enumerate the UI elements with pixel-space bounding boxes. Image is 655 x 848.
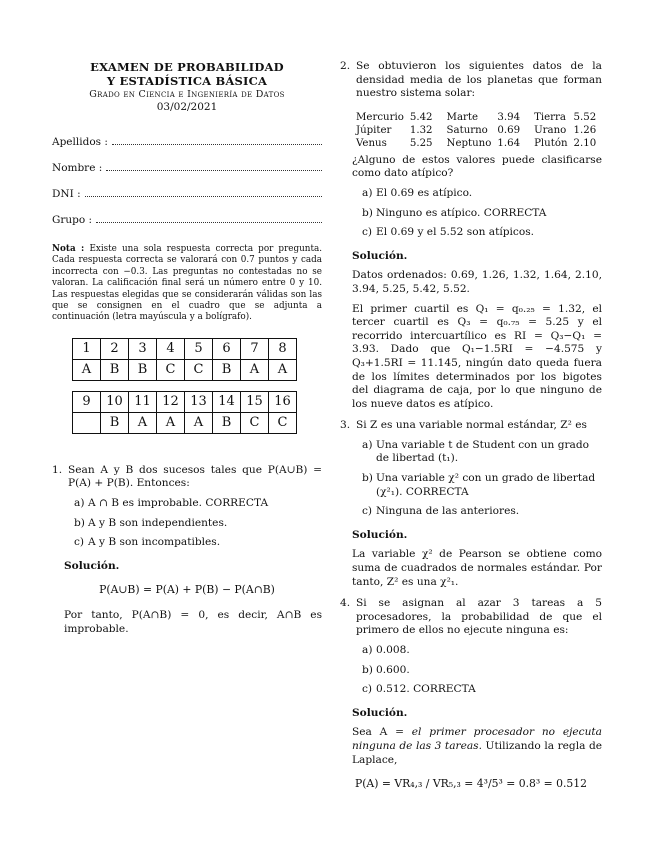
right-column	[340, 60, 602, 803]
exam-title-line2: Y ESTADÍSTICA BÁSICA	[106, 74, 268, 88]
answer-num-cell-5: 5	[185, 338, 213, 359]
q3-option-b: b) Una variable χ² con un grado de libertad (χ²₁). CORRECTA	[362, 472, 596, 498]
answer-table-1	[72, 338, 297, 381]
answer-val-cell-1[interactable]	[73, 412, 101, 433]
answer-val-cell-7[interactable]: A	[241, 359, 269, 380]
exam-title-line1: EXAMEN DE PROBABILIDAD	[90, 60, 284, 74]
grupo-field[interactable]	[52, 214, 322, 226]
answer-num-cell-2: 2	[101, 338, 129, 359]
answer-num-cell-2: 10	[101, 391, 129, 412]
answer-num-cell-8: 16	[269, 391, 297, 412]
answer-num-cell-4: 4	[157, 338, 185, 359]
q3-option-a: a) Una variable t de Student con un grado de libertad (t₁).	[362, 438, 590, 465]
q2-option-a: a) El 0.69 es atípico.	[362, 186, 473, 199]
answer-val-cell-8[interactable]: C	[269, 412, 297, 433]
answer-num-cell-6: 6	[213, 338, 241, 359]
answer-val-cell-2[interactable]: B	[101, 359, 129, 380]
exam-subtitle: Grado en Ciencia e Ingeniería de Datos	[89, 89, 285, 100]
planet-density: 1.64	[497, 137, 521, 149]
planet-density: 2.10	[573, 137, 597, 149]
dni-line[interactable]	[85, 188, 322, 197]
planet-name: Plutón	[534, 137, 568, 149]
q1-solution-title: Solución.	[64, 559, 120, 572]
planet-density-table	[356, 111, 610, 150]
apellidos-label: Apellidos :	[52, 136, 108, 148]
planet-name: Tierra	[534, 111, 566, 123]
answer-num-cell-3: 11	[129, 391, 157, 412]
planet-row	[356, 111, 610, 124]
grupo-line[interactable]	[96, 214, 322, 223]
q2-question: ¿Alguno de estos valores puede clasificarse como dato atípico?	[352, 153, 602, 180]
answer-val-cell-3[interactable]: A	[129, 412, 157, 433]
q2-text: Se obtuvieron los siguientes datos de la densidad media de los planetas que forman nuestro sistema solar:	[356, 60, 602, 100]
q4-explanation: Sea A = el primer procesador no ejecuta ninguna de las 3 tareas. Utilizando la regla de Laplace,	[352, 726, 603, 766]
nota-text: Existe una sola respuesta correcta por pregunta. Cada respuesta correcta se valorará con 0.7 puntos y cada incorrecta con −0.3. Las preguntas no contestadas no se valoran. La calificación final será un número entre 0 y 10. Las respuestas elegidas que se considerarán válidas son las que se consignen en el cuadro que se adjunta a continuación (letra mayúscula y a bolígrafo).	[52, 244, 323, 323]
question-3	[340, 419, 602, 589]
q2-ordered-data: Datos ordenados: 0.69, 1.26, 1.32, 1.64, 2.10, 3.94, 5.25, 5.42, 5.52.	[352, 269, 602, 295]
answer-val-cell-4[interactable]: A	[157, 412, 185, 433]
answer-val-cell-3[interactable]: B	[129, 359, 157, 380]
planet-name: Marte	[446, 111, 479, 123]
answer-num-cell-1: 1	[73, 338, 101, 359]
answer-val-cell-5[interactable]: A	[185, 412, 213, 433]
answer-num-cell-5: 13	[185, 391, 213, 412]
q4-option-b: b) 0.600.	[362, 663, 410, 676]
apellidos-field[interactable]	[52, 136, 322, 148]
question-2	[340, 60, 602, 411]
nota-label: Nota :	[52, 244, 85, 254]
planet-name: Mercurio	[356, 111, 404, 123]
planet-name: Venus	[356, 137, 387, 149]
nombre-label: Nombre :	[52, 162, 103, 174]
answer-table-2	[72, 391, 297, 434]
q4-number: 4.	[340, 597, 351, 610]
answer-num-cell-3: 3	[129, 338, 157, 359]
answer-val-cell-6[interactable]: B	[213, 412, 241, 433]
q4-text: Si se asignan al azar 3 tareas a 5 procesadores, la probabilidad de que el primero de ellos no ejecute ninguna es:	[356, 597, 602, 637]
question-4	[340, 597, 602, 791]
planet-row	[356, 137, 610, 150]
dni-field[interactable]	[52, 188, 322, 200]
planet-density: 5.42	[409, 111, 433, 123]
grupo-label: Grupo :	[52, 214, 93, 226]
q4-option-c: c) 0.512. CORRECTA	[362, 683, 476, 696]
planet-name: Urano	[534, 124, 567, 136]
q2-explanation: El primer cuartil es Q₁ = q₀.₂₅ = 1.32, el tercer cuartil es Q₃ = q₀.₇₅ = 5.25 y el recorrido intercuartílico es RI = Q₃−Q₁ = 3.93. Dado que Q₁−1.5RI = −4.575 y Q₃+1.5RI = 11.145, ningún dato queda fuera de los límites determinados por los bigotes del diagrama de caja, por lo que ninguno de los nueve datos es atípico.	[352, 302, 602, 410]
planet-density: 5.52	[573, 111, 597, 123]
planet-density: 5.25	[409, 137, 433, 149]
q2-option-c: c) El 0.69 y el 5.52 son atípicos.	[362, 226, 535, 239]
q1-text: Sean A y B dos sucesos tales que P(A∪B) = P(A) + P(B). Entonces:	[68, 463, 322, 490]
answer-num-cell-1: 9	[73, 391, 101, 412]
q3-text: Si Z es una variable normal estándar, Z² es	[356, 419, 587, 432]
q2-number: 2.	[340, 60, 351, 72]
q1-option-c: c) A y B son incompatibles.	[74, 536, 221, 549]
planet-name: Neptuno	[446, 137, 492, 149]
q4-equation: P(A) = VR₄,₃ / VR₅,₃ = 4³/5³ = 0.8³ = 0.512	[354, 777, 588, 791]
left-column	[52, 60, 322, 642]
dni-label: DNI :	[52, 188, 81, 200]
exam-date: 03/02/2021	[156, 101, 218, 113]
answer-num-cell-4: 12	[157, 391, 185, 412]
question-1	[52, 464, 322, 636]
q1-option-a: a) A ∩ B es improbable. CORRECTA	[74, 497, 269, 510]
answer-num-cell-8: 8	[269, 338, 297, 359]
answer-num-cell-7: 15	[241, 391, 269, 412]
planet-name: Saturno	[446, 124, 488, 136]
answer-val-cell-1[interactable]: A	[73, 359, 101, 380]
q3-solution-title: Solución.	[352, 528, 408, 541]
nota-paragraph	[52, 244, 322, 324]
answer-val-cell-7[interactable]: C	[241, 412, 269, 433]
answer-val-cell-4[interactable]: C	[157, 359, 185, 380]
apellidos-line[interactable]	[112, 136, 322, 145]
q1-option-b: b) A y B son independientes.	[74, 516, 228, 529]
planet-density: 1.32	[409, 124, 433, 136]
planet-density: 1.26	[573, 124, 597, 136]
q1-number: 1.	[52, 463, 63, 476]
planet-density: 3.94	[497, 111, 521, 123]
q1-explanation: Por tanto, P(A∩B) = 0, es decir, A∩B es improbable.	[64, 609, 322, 635]
answer-val-cell-6[interactable]: B	[213, 359, 241, 380]
answer-val-cell-5[interactable]: C	[185, 359, 213, 380]
nombre-field[interactable]	[52, 162, 322, 174]
nombre-line[interactable]	[106, 162, 322, 171]
planet-name: Júpiter	[356, 124, 392, 136]
q1-equation: P(A∪B) = P(A) + P(B) − P(A∩B)	[99, 583, 275, 597]
q4-option-a: a) 0.008.	[362, 644, 410, 656]
answer-val-cell-8[interactable]: A	[269, 359, 297, 380]
q3-option-c: c) Ninguna de las anteriores.	[362, 505, 520, 518]
q3-number: 3.	[340, 419, 351, 432]
q4-solution-title: Solución.	[352, 706, 408, 719]
planet-row	[356, 124, 610, 137]
answer-num-cell-7: 7	[241, 338, 269, 359]
q2-option-b: b) Ninguno es atípico. CORRECTA	[362, 206, 547, 219]
q3-explanation: La variable χ² de Pearson se obtiene como suma de cuadrados de normales estándar. Por tanto, Z² es una χ²₁.	[352, 548, 602, 588]
q2-solution-title: Solución.	[352, 249, 408, 262]
planet-density: 0.69	[497, 124, 521, 136]
answer-val-cell-2[interactable]: B	[101, 412, 129, 433]
answer-num-cell-6: 14	[213, 391, 241, 412]
